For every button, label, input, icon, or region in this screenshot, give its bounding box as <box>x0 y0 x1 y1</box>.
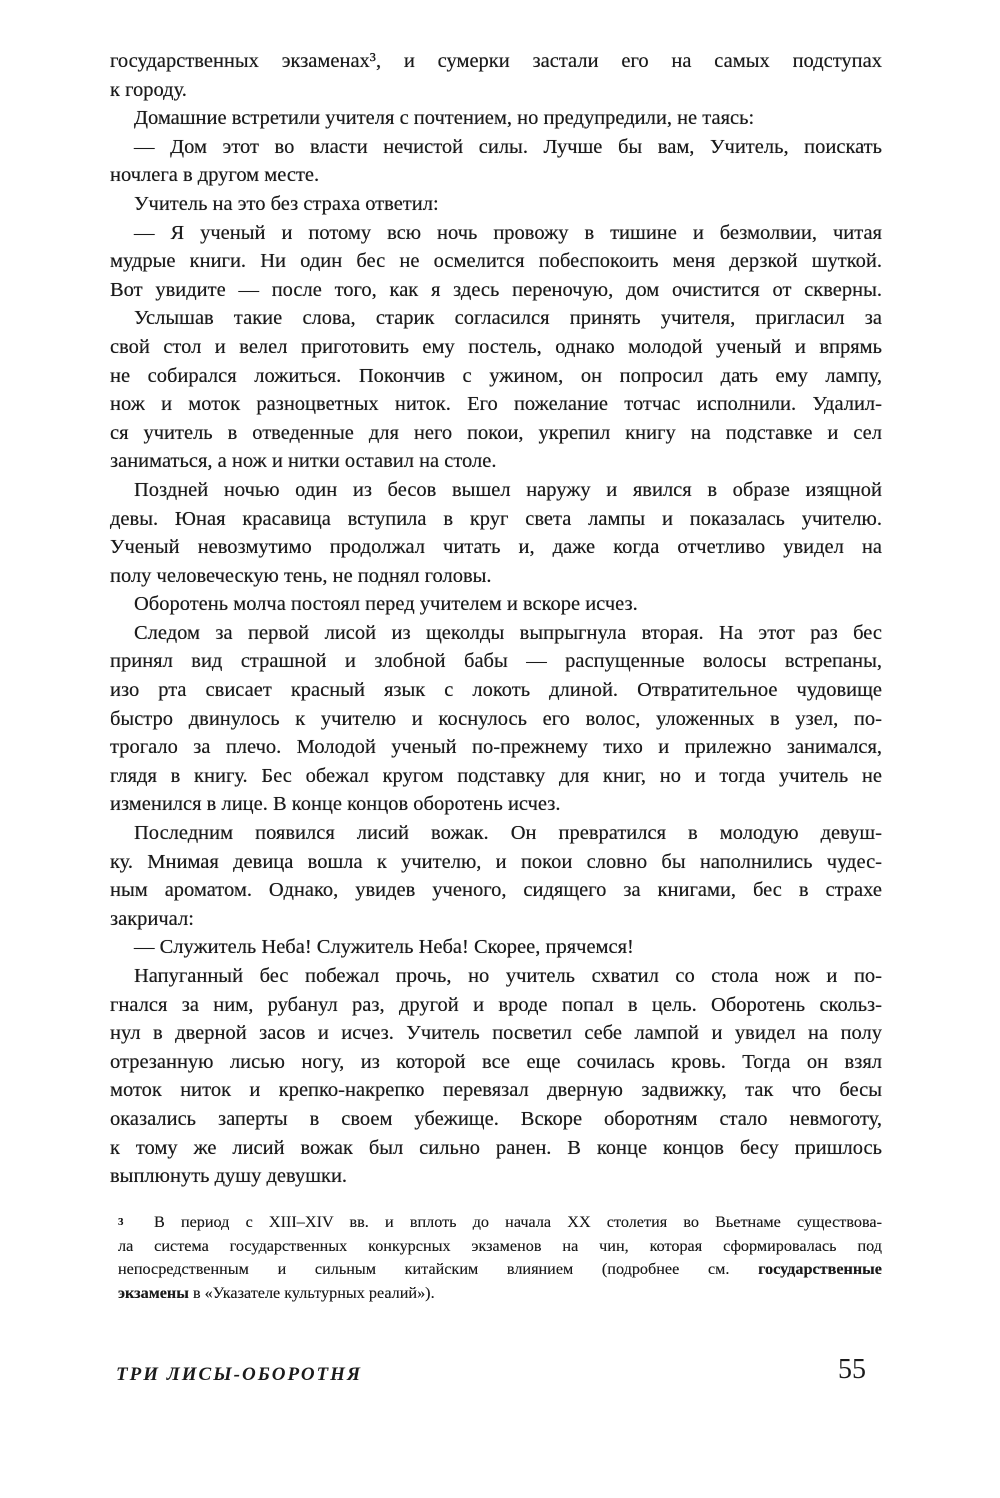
footnote-text: ла система государственных конкурсных экзаменов на чин, которая сформировалась под <box>118 1236 882 1255</box>
text-line: не собирался ложиться. Покончив с ужином, он попросил дать ему лампу, <box>110 364 882 387</box>
text-line: гнался за ним, рубанул раз, другой и вроде попал в цель. Оборотень скольз- <box>110 993 882 1016</box>
text-line: заниматься, а нож и нитки оставил на столе. <box>110 450 497 473</box>
text-line: трогало за плечо. Молодой ученый по-прежнему тихо и прилежно занимался, <box>110 736 882 759</box>
footnote-bold-term: государственные <box>758 1260 882 1279</box>
text-line: оказались заперты в своем убежище. Вскоре оборотням стало невмоготу, <box>110 1107 882 1130</box>
paragraph <box>110 590 882 619</box>
text-line: — Служитель Неба! Служитель Неба! Скорее, прячемся! <box>134 936 634 959</box>
paragraph <box>110 190 882 219</box>
paragraph <box>110 476 882 590</box>
text-line: моток ниток и крепко-накрепко перевязал дверную задвижку, так что бесы <box>110 1079 882 1102</box>
paragraph <box>110 619 882 819</box>
footnote-mark: 3 <box>118 1216 124 1228</box>
paragraph <box>110 219 882 305</box>
text-line: быстро двинулось к учителю и коснулось его волос, уложенных в узел, по- <box>110 707 882 730</box>
text-line: ся учитель в отведенные для него покои, укрепил книгу на подставке и сел <box>110 421 882 444</box>
footnote-text: в «Указателе культурных реалий»). <box>188 1284 435 1303</box>
text-line: — Я ученый и потому всю ночь провожу в тишине и безмолвии, читая <box>134 221 882 244</box>
text-line: Ученый невозмутимо продолжал читать и, даже когда отчетливо увидел на <box>110 536 882 559</box>
text-line: принял вид страшной и злобной бабы — распущенные волосы встрепаны, <box>110 650 882 673</box>
footnote-line <box>118 1211 882 1235</box>
footnote-text: В период с XIII–XIV вв. и вплоть до начала XX столетия во Вьетнаме существова- <box>154 1213 882 1231</box>
footnote-line <box>118 1235 882 1259</box>
paragraph <box>110 47 882 104</box>
text-line: государственных экзаменах³, и сумерки застали его на самых подступах <box>110 50 882 72</box>
text-line: закричал: <box>110 907 194 930</box>
text-line: Напуганный бес побежал прочь, но учитель схватил со стола нож и по- <box>134 965 882 987</box>
text-line: Следом за первой лисой из щеколды выпрыгнула вторая. На этот раз бес <box>134 621 882 644</box>
paragraph <box>110 133 882 190</box>
text-line: ным ароматом. Однако, увидев ученого, сидящего за книгами, бес в страхе <box>110 879 882 902</box>
text-line: ку. Мнимая девица вошла к учителю, и покои словно бы наполнились чудес- <box>110 850 882 873</box>
text-line: изо рта свисает красный язык с локоть длиной. Отвратительное чудовище <box>110 679 882 702</box>
footnote-line <box>118 1258 882 1282</box>
text-line: девы. Юная красавица вступила в круг света лампы и показалась учителю. <box>110 507 882 530</box>
text-line: Вот увидите — после того, как я здесь переночую, дом очистится от скверны. <box>110 278 882 301</box>
text-line: к городу. <box>110 78 187 101</box>
text-line: Услышав такие слова, старик согласился принять учителя, пригласил за <box>134 307 882 330</box>
text-line: нож и моток разноцветных ниток. Его пожелание тотчас исполнили. Удалил- <box>110 393 882 416</box>
page-number: 55 <box>838 1354 866 1385</box>
paragraph <box>110 962 882 1191</box>
text-line: к тому же лисий вожак был сильно ранен. В конце концов бесу пришлось <box>110 1136 882 1159</box>
text-line: — Дом этот во власти нечистой силы. Лучше бы вам, Учитель, поискать <box>134 135 882 158</box>
text-line: изменился в лице. В конце концов оборотень исчез. <box>110 793 561 816</box>
text-line: Учитель на это без страха ответил: <box>134 192 439 215</box>
text-line: Последним появился лисий вожак. Он превратился в молодую девуш- <box>134 822 882 845</box>
text-line: полу человеческую тень, не поднял головы. <box>110 564 492 587</box>
text-line: нул в дверной засов и исчез. Учитель посветил себе лампой и увидел на полу <box>110 1022 882 1045</box>
paragraph <box>110 933 882 962</box>
text-line: свой стол и велел приготовить ему постель, однако молодой ученый и впрямь <box>110 335 882 358</box>
paragraph <box>110 819 882 933</box>
text-line: отрезанную лисью ногу, из которой все еще сочилась кровь. Тогда он взял <box>110 1050 882 1073</box>
running-title: ТРИ ЛИСЫ-ОБОРОТНЯ <box>116 1364 363 1385</box>
footnote-bold-term: экзамены <box>118 1284 189 1303</box>
paragraph <box>110 104 882 133</box>
footnote-text: непосредственным и сильным китайским влиянием (подробнее см. <box>118 1260 759 1279</box>
text-line: Поздней ночью один из бесов вышел наружу и явился в образе изящной <box>134 478 882 501</box>
text-line: ночлега в другом месте. <box>110 164 320 187</box>
text-line: Домашние встретили учителя с почтением, но предупредили, не таясь: <box>134 107 755 130</box>
text-line: мудрые книги. Ни один бес не осмелится побеспокоить меня дерзкой шуткой. <box>110 250 882 273</box>
body-text <box>110 47 882 1191</box>
text-line: глядя в книгу. Бес обежал кругом подставку для книг, но и тогда учитель не <box>110 764 882 787</box>
footnote <box>118 1211 882 1306</box>
paragraph <box>110 304 882 476</box>
text-line: Оборотень молча постоял перед учителем и вскоре исчез. <box>134 593 638 616</box>
footnote-line <box>118 1282 882 1306</box>
text-line: выплюнуть душу девушки. <box>110 1165 348 1188</box>
